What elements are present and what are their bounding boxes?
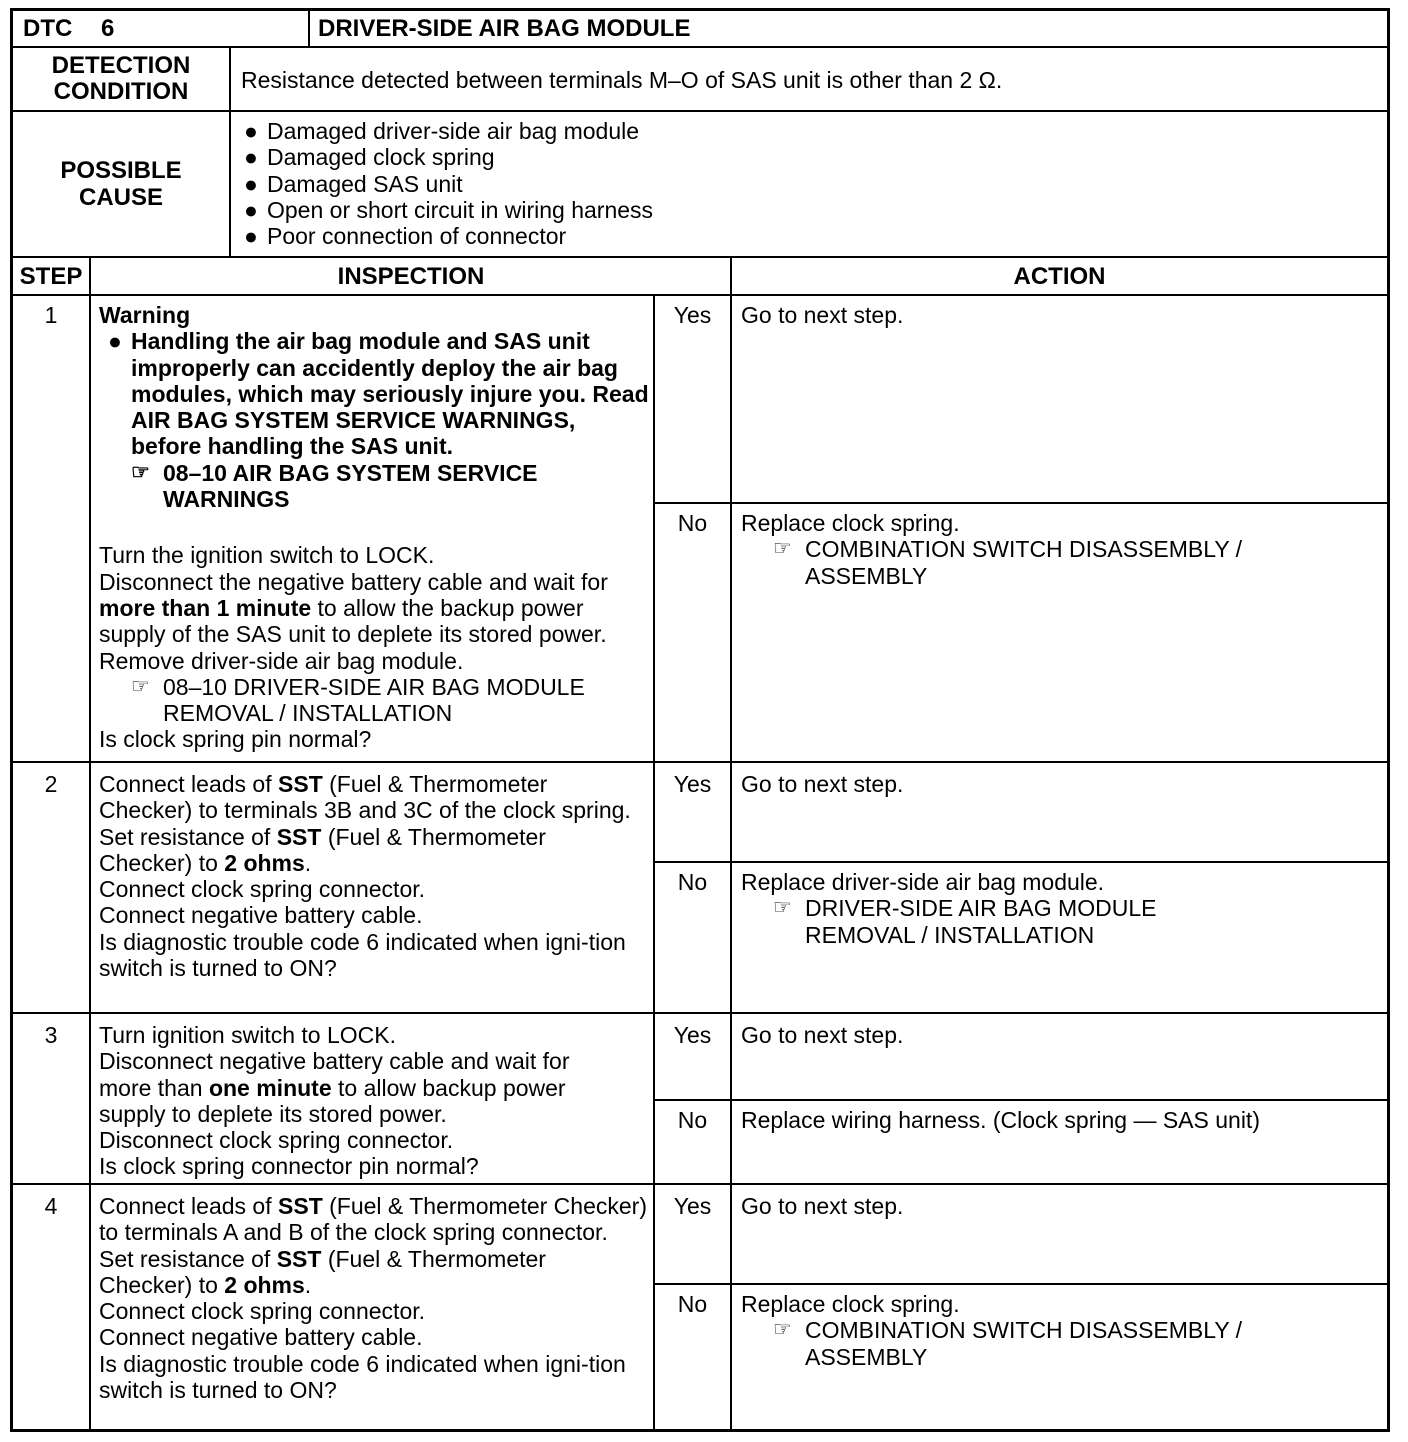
- rule-label-divider: [229, 46, 231, 257]
- list-item: ● Damaged SAS unit: [235, 171, 1375, 197]
- list-item: ● Open or short circuit in wiring harness: [235, 197, 1375, 223]
- rule-detection: [13, 110, 1387, 112]
- no-label: No: [677, 510, 708, 536]
- bullet-dot-icon: ●: [108, 328, 122, 355]
- detection-text: Resistance detected between terminals M–O of SAS unit is other than 2 Ω.: [241, 67, 1003, 93]
- reference: ☞ COMBINATION SWITCH DISASSEMBLY / ASSEMBLY: [773, 1317, 1243, 1370]
- pointing-hand-icon: ☞: [131, 674, 150, 698]
- reference: ☞ COMBINATION SWITCH DISASSEMBLY / ASSEMBLY: [773, 536, 1243, 589]
- rule-action-col: [730, 256, 732, 1432]
- rule-col-headers: [13, 294, 1387, 296]
- pointing-hand-icon: ☞: [773, 896, 792, 920]
- no-action: Replace driver-side air bag module. ☞ DRIVER-SIDE AIR BAG MODULE REMOVAL / INSTALLATION: [741, 869, 1361, 948]
- yes-label: Yes: [673, 302, 712, 328]
- warning-item: ● Handling the air bag module and SAS unit improperly can accidently deploy the air bag modules, which may seriously injure you. Read AIR BAG SYSTEM SERVICE WARNINGS, before handling the SAS unit. ☞ 08–10 AIR BAG SYSTEM SERVICE WARNINGS: [99, 328, 649, 512]
- step-number: 1: [44, 302, 58, 328]
- rule-step2-split: [653, 861, 1387, 863]
- warning-title: Warning: [99, 302, 191, 328]
- rule-title-divider: [308, 11, 310, 47]
- detection-label: DETECTION CONDITION: [51, 52, 191, 105]
- yes-label: Yes: [673, 1193, 712, 1219]
- step-number: 4: [44, 1193, 58, 1219]
- rule-step2: [13, 1012, 1387, 1014]
- step-2-inspection: Connect leads of SST (Fuel & Thermometer Checker) to terminals 3B and 3C of the clock spring. Set resistance of SST (Fuel & Thermometer Checker) to 2 ohms. Connect clock spring connector. Connect negative battery cable. Is diagnostic trouble code 6 indicated when igni-tion switch is turned to ON?: [99, 771, 639, 981]
- rule-cause: [13, 256, 1387, 258]
- reference: ☞ 08–10 DRIVER-SIDE AIR BAG MODULE REMOVAL / INSTALLATION: [131, 673, 585, 727]
- rule-step1: [13, 761, 1387, 763]
- column-header-action: ACTION: [1013, 263, 1106, 290]
- bullet-dot-icon: ●: [244, 170, 258, 197]
- column-header-step: STEP: [19, 263, 83, 290]
- step-4-inspection: Connect leads of SST (Fuel & Thermometer Checker) to terminals A and B of the clock spring connector. Set resistance of SST (Fuel & Thermometer Checker) to 2 ohms. Connect clock spring connector. Connect negative battery cable. Is diagnostic trouble code 6 indicated when igni-tion switch is turned to ON?: [99, 1193, 647, 1404]
- rule-step-col: [89, 256, 91, 1432]
- rule-step3: [13, 1183, 1387, 1185]
- no-action: Replace wiring harness. (Clock spring — SAS unit): [741, 1107, 1260, 1133]
- possible-cause-list: [235, 118, 1375, 249]
- reference: ☞ DRIVER-SIDE AIR BAG MODULE REMOVAL / INSTALLATION: [773, 895, 1157, 948]
- pointing-hand-icon: ☞: [131, 460, 150, 484]
- dtc-table: [10, 8, 1390, 1432]
- list-item: ● Damaged driver-side air bag module: [235, 118, 1375, 144]
- no-action: Replace clock spring. ☞ COMBINATION SWITCH DISASSEMBLY / ASSEMBLY: [741, 1291, 1361, 1370]
- rule-step4-split: [653, 1283, 1387, 1285]
- bullet-dot-icon: ●: [244, 196, 258, 223]
- step-1-inspection: Warning ● Handling the air bag module and SAS unit improperly can accidently deploy the air bag modules, which may seriously injure you. Read AIR BAG SYSTEM SERVICE WARNINGS, before handling the SAS unit. ☞ 08–10 AIR BAG SYSTEM SERVICE WARNINGS Turn the ignition switch to LOCK. Disconnect the negative battery cable and wait for more than 1 minute to allow the backup power supply of the SAS unit to deplete its stored power. Remove driver-side air bag module. ☞ 08–10 DRIVER-SIDE AIR BAG MODULE REMOVAL / INSTALLATION Is clock spring pin normal?: [99, 302, 649, 753]
- page-title: DRIVER-SIDE AIR BAG MODULE: [318, 15, 691, 42]
- rule-header: [13, 46, 1387, 48]
- pointing-hand-icon: ☞: [773, 1318, 792, 1342]
- step-question: Is diagnostic trouble code 6 indicated when igni-tion switch is turned to ON?: [99, 1350, 626, 1404]
- step-question: Is clock spring pin normal?: [99, 726, 372, 753]
- step-number: 3: [44, 1022, 58, 1048]
- yes-action: Go to next step.: [741, 1193, 904, 1219]
- bullet-dot-icon: ●: [244, 144, 258, 171]
- no-label: No: [677, 869, 708, 895]
- step-question: Is clock spring connector pin normal?: [99, 1153, 479, 1180]
- step-number: 2: [44, 771, 58, 797]
- list-item: ● Damaged clock spring: [235, 144, 1375, 170]
- no-label: No: [677, 1291, 708, 1317]
- step-3-inspection: Turn ignition switch to LOCK. Disconnect negative battery cable and wait for more than one minute to allow backup power supply to deplete its stored power. Disconnect clock spring connector. Is clock spring connector pin normal?: [99, 1022, 619, 1180]
- list-item: ● Poor connection of connector: [235, 223, 1375, 249]
- possible-cause-label: POSSIBLE CAUSE: [60, 157, 182, 211]
- rule-inspection-col: [653, 294, 655, 1432]
- bullet-dot-icon: ●: [244, 118, 258, 144]
- reference: ☞ 08–10 AIR BAG SYSTEM SERVICE WARNINGS: [131, 459, 538, 513]
- no-label: No: [677, 1107, 708, 1133]
- column-header-inspection: INSPECTION: [337, 263, 485, 290]
- step-question: Is diagnostic trouble code 6 indicated when igni-tion switch is turned to ON?: [99, 928, 626, 982]
- rule-step1-split: [653, 502, 1387, 504]
- pointing-hand-icon: ☞: [773, 537, 792, 561]
- rule-step3-split: [653, 1099, 1387, 1101]
- yes-action: Go to next step.: [741, 771, 904, 797]
- yes-action: Go to next step.: [741, 302, 904, 328]
- dtc-label: DTC: [23, 15, 73, 42]
- yes-label: Yes: [673, 1022, 712, 1048]
- no-action: Replace clock spring. ☞ COMBINATION SWITCH DISASSEMBLY / ASSEMBLY: [741, 510, 1361, 589]
- yes-action: Go to next step.: [741, 1022, 904, 1048]
- yes-label: Yes: [673, 771, 712, 797]
- dtc-number: 6: [101, 15, 115, 42]
- bullet-dot-icon: ●: [244, 223, 258, 250]
